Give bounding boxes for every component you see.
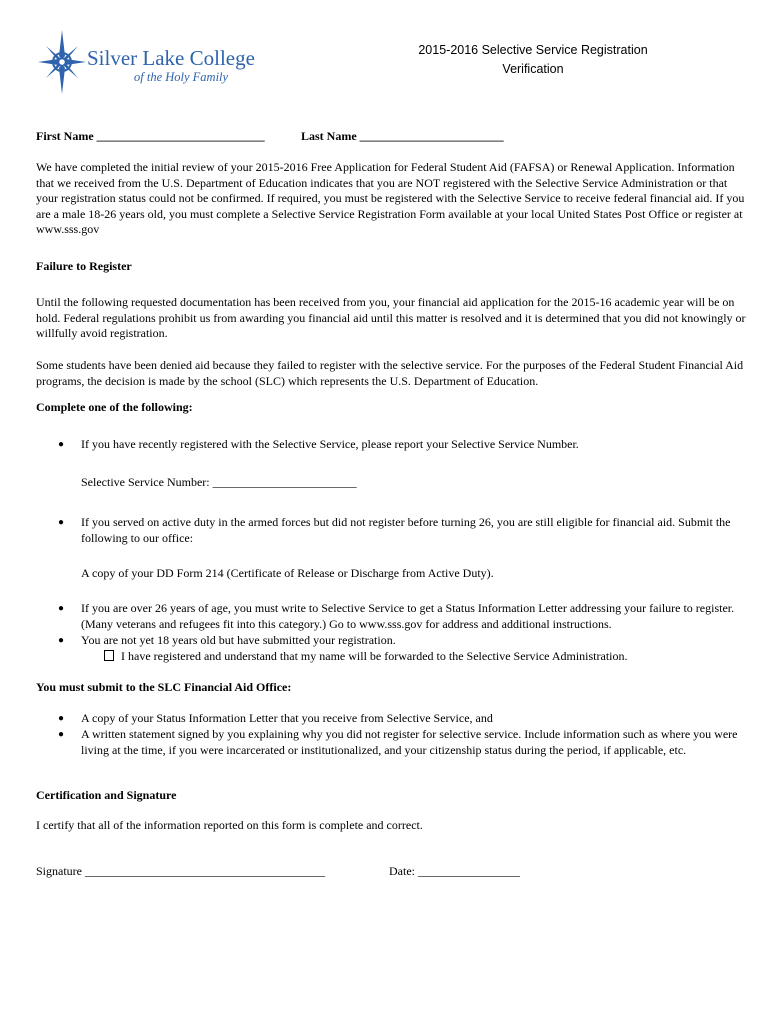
failure-paragraph-2: Some students have been denied aid because they failed to register with the selective service. For the purposes of the Federal Student Financial Aid programs, the decision is made by the school (SLC) which represents the U.S. Department of Education.: [36, 358, 744, 388]
bullet-dot-icon: ●: [58, 635, 65, 646]
submit-heading: You must submit to the SLC Financial Aid Office:: [36, 680, 292, 694]
option-active-duty: If you served on active duty in the armed forces but did not register before turning 26, you are still eligible for financial aid. Submit the following to our office:: [81, 515, 731, 545]
intro-paragraph: We have completed the initial review of your 2015-2016 Free Application for Federal Student Aid (FAFSA) or Renewal Application. Information that we received from the U.S. Department of Education indicates that you are NOT registered with the Selective Service Administration or that your registration status could not be confirmed. If required, you must be registered with the Selective Service to receive federal financial aid. If you are a male 18-26 years old, you must complete a Selective Service Registration Form available at your local United States Post Office or register at www.sss.gov: [36, 160, 745, 236]
bullet-dot-icon: ●: [58, 713, 65, 724]
certification-heading: Certification and Signature: [36, 788, 177, 802]
registration-checkbox-row[interactable]: [104, 649, 628, 665]
college-subtitle: of the Holy Family: [134, 70, 229, 84]
form-title-line2: Verification: [502, 62, 564, 76]
submit-item-status-letter: A copy of your Status Information Letter that you receive from Selective Service, and: [81, 711, 493, 725]
bullet-dot-icon: ●: [58, 517, 65, 528]
failure-paragraph-1: Until the following requested documentation has been received from you, your financial aid application for the 2015-16 academic year will be on hold. Federal regulations prohibit us from awarding you financial aid until this matter is resolved and it is determined that you did not knowingly or willfully avoid registration.: [36, 295, 746, 340]
checkbox-label: I have registered and understand that my name will be forwarded to the Selective Service Administration.: [121, 649, 628, 663]
form-title: [400, 41, 666, 79]
date-field[interactable]: Date: _________________: [389, 864, 520, 878]
college-name: Silver Lake College: [87, 46, 255, 70]
certification-statement: I certify that all of the information reported on this form is complete and correct.: [36, 818, 423, 832]
option-registered: If you have recently registered with the Selective Service, please report your Selective Service Number.: [81, 437, 579, 451]
bullet-dot-icon: ●: [58, 439, 65, 450]
compass-star-icon: [38, 30, 86, 94]
signature-field[interactable]: Signature ________________________________________: [36, 864, 325, 878]
last-name-field[interactable]: Last Name ________________________: [301, 129, 504, 143]
bullet-dot-icon: ●: [58, 603, 65, 614]
selective-service-number-field[interactable]: Selective Service Number: ________________________: [81, 475, 357, 489]
submit-item-written-statement: A written statement signed by you explaining why you did not register for selective service. Include information such as where you were living at the time, if you were incarcerated or institutionalized, and your citizenship status during the period, if applicable, etc.: [81, 727, 738, 757]
first-name-field[interactable]: First Name ____________________________: [36, 129, 265, 143]
dd-form-214-text: A copy of your DD Form 214 (Certificate of Release or Discharge from Active Duty).: [81, 566, 494, 580]
checkbox-icon[interactable]: [104, 650, 114, 661]
bullet-dot-icon: ●: [58, 729, 65, 740]
option-over-26: If you are over 26 years of age, you must write to Selective Service to get a Status Information Letter addressing your failure to register. (Many veterans and refugees fit into this category.) Go to www.sss.gov for address and additional instructions.: [81, 601, 735, 631]
college-logo: [38, 26, 278, 96]
complete-heading: Complete one of the following:: [36, 400, 193, 414]
option-under-18: You are not yet 18 years old but have submitted your registration.: [81, 633, 396, 647]
failure-heading: Failure to Register: [36, 259, 132, 273]
form-title-line1: 2015-2016 Selective Service Registration: [418, 43, 648, 57]
